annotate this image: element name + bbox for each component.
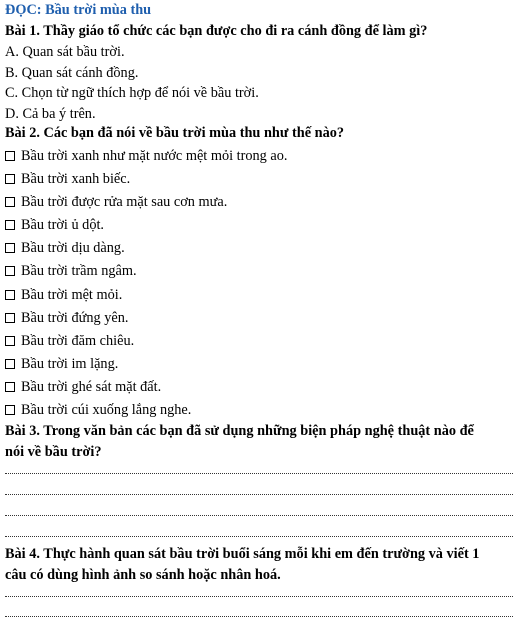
bai1-option-d: D. Cả ba ý trên. xyxy=(5,106,96,122)
bai2-item xyxy=(5,286,521,304)
checkbox[interactable] xyxy=(5,336,15,346)
bai3-question-line2: nói về bầu trời? xyxy=(5,444,102,460)
answer-line[interactable] xyxy=(5,616,513,617)
bai2-item xyxy=(5,401,521,419)
bai2-item xyxy=(5,332,521,350)
bai2-item xyxy=(5,309,521,327)
bai2-question: Bài 2. Các bạn đã nói về bầu trời mùa thu như thế nào? xyxy=(5,125,345,141)
checkbox[interactable] xyxy=(5,174,15,184)
answer-line[interactable] xyxy=(5,473,513,474)
bai4-question-line1 xyxy=(5,545,521,563)
bai2-item-label: Bầu trời mệt mỏi. xyxy=(21,287,123,303)
checkbox[interactable] xyxy=(5,313,15,323)
bai4-question-text: . Thực hành quan sát bầu trời buổi sáng mỗi khi em đến trường và viết 1 xyxy=(36,546,480,562)
bai2-item xyxy=(5,239,521,257)
bai4-label: Bài 4 xyxy=(5,546,37,562)
bai2-item-label: Bầu trời ghé sát mặt đất. xyxy=(21,379,162,395)
bai1-option-c: C. Chọn từ ngữ thích hợp để nói về bầu trời. xyxy=(5,85,259,101)
checkbox[interactable] xyxy=(5,382,15,392)
bai2-item xyxy=(5,193,521,211)
bai2-item-label: Bầu trời cúi xuống lắng nghe. xyxy=(21,402,192,418)
checkbox[interactable] xyxy=(5,220,15,230)
checkbox[interactable] xyxy=(5,290,15,300)
bai1-option-a: A. Quan sát bầu trời. xyxy=(5,44,125,60)
answer-line[interactable] xyxy=(5,596,513,597)
bai2-item-label: Bầu trời đứng yên. xyxy=(21,310,129,326)
bai2-item-label: Bầu trời xanh như mặt nước mệt mỏi trong ao. xyxy=(21,148,288,164)
answer-line[interactable] xyxy=(5,515,513,516)
checkbox[interactable] xyxy=(5,405,15,415)
bai2-item-label: Bầu trời ủ dột. xyxy=(21,217,105,233)
answer-line[interactable] xyxy=(5,494,513,495)
bai2-item xyxy=(5,378,521,396)
bai2-item xyxy=(5,355,521,373)
bai2-item-label: Bầu trời dịu dàng. xyxy=(21,240,125,256)
checkbox[interactable] xyxy=(5,359,15,369)
checkbox[interactable] xyxy=(5,266,15,276)
bai2-item-label: Bầu trời im lặng. xyxy=(21,356,119,372)
bai3-question-line1: Bài 3. Trong văn bản các bạn đã sử dụng những biện pháp nghệ thuật nào để xyxy=(5,423,474,439)
bai1-question: Bài 1. Thầy giáo tổ chức các bạn được cho đi ra cánh đồng để làm gì? xyxy=(5,23,428,39)
bai2-item xyxy=(5,216,521,234)
bai2-item xyxy=(5,170,521,188)
bai2-item-label: Bầu trời xanh biếc. xyxy=(21,171,131,187)
page-title: ĐỌC: Bầu trời mùa thu xyxy=(5,2,152,18)
bai4-question-line2: câu có dùng hình ảnh so sánh hoặc nhân hoá. xyxy=(5,567,281,583)
bai2-item-label: Bầu trời được rửa mặt sau cơn mưa. xyxy=(21,194,228,210)
bai1-option-b: B. Quan sát cánh đồng. xyxy=(5,65,139,81)
bai2-item xyxy=(5,262,521,280)
checkbox[interactable] xyxy=(5,151,15,161)
bai2-item xyxy=(5,147,521,165)
checkbox[interactable] xyxy=(5,243,15,253)
bai2-item-label: Bầu trời đăm chiêu. xyxy=(21,333,135,349)
answer-line[interactable] xyxy=(5,536,513,537)
bai2-item-label: Bầu trời trầm ngâm. xyxy=(21,263,137,279)
checkbox[interactable] xyxy=(5,197,15,207)
